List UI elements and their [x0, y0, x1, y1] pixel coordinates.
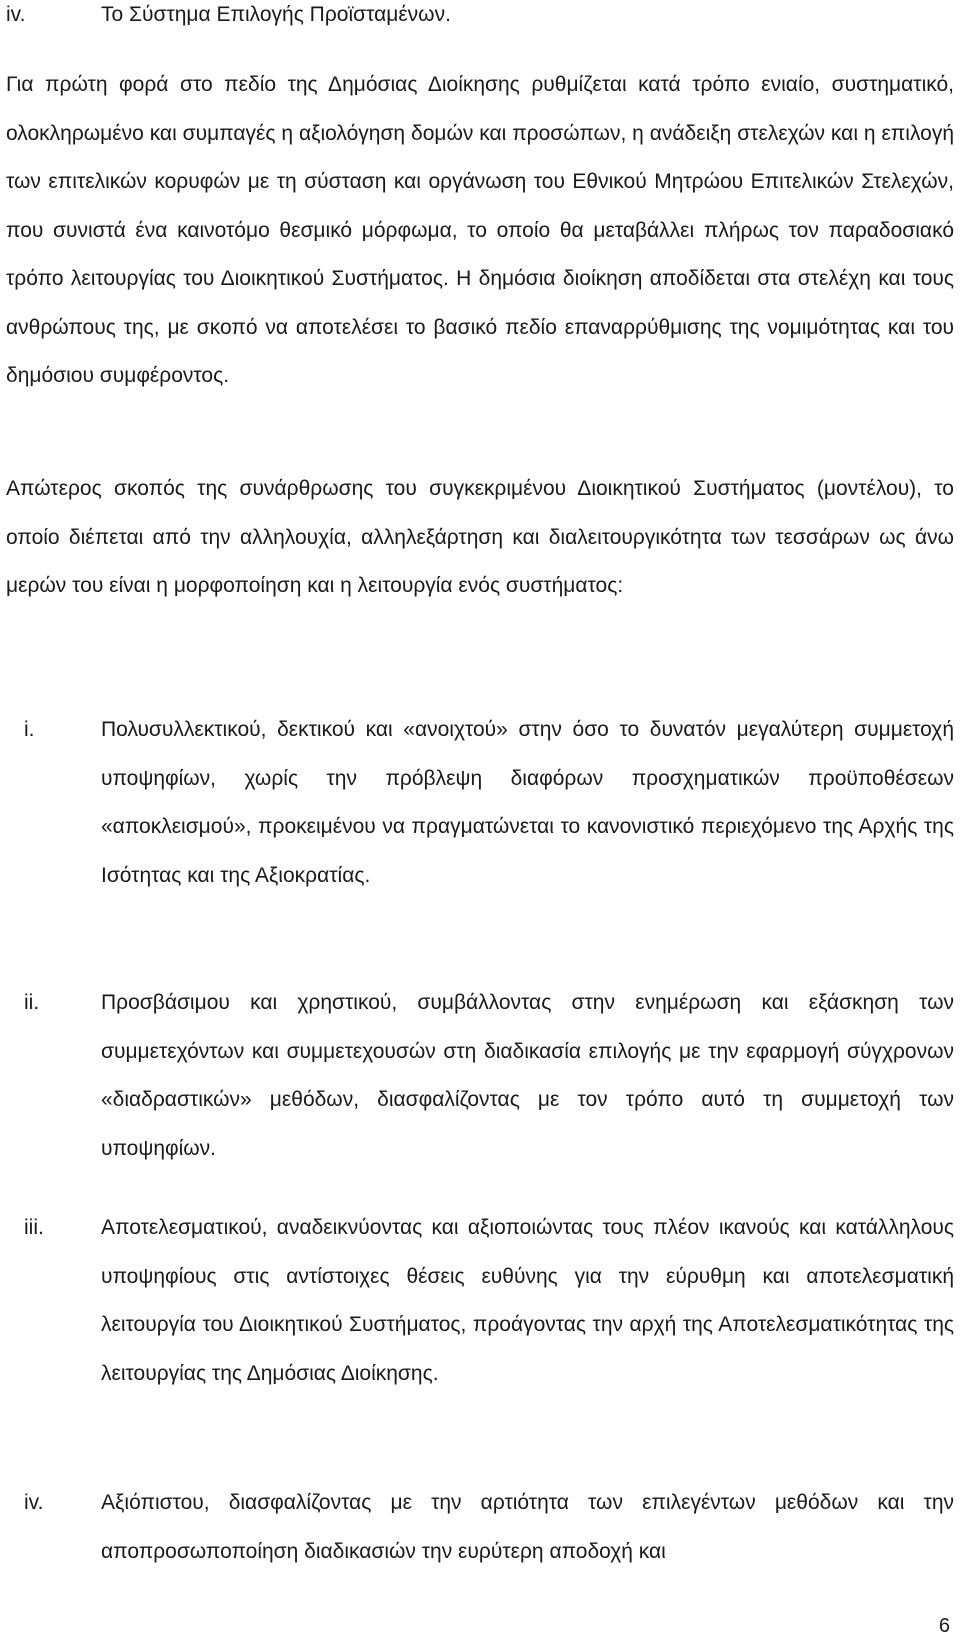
list-item-text: Προσβάσιμου και χρηστικού, συμβάλλοντας στην ενημέρωση και εξάσκηση των συμμετεχόντων και συμμετεχουσών στη διαδικασία επιλογής με την εφαρμογή σύγχρονων «διαδραστικών» μεθόδων, διασφαλίζοντας με τον τρόπο αυτό τη συμμετοχή των υποψηφίων. — [101, 991, 954, 1160]
list-item-number: iii. — [24, 1216, 44, 1239]
list-item-3 — [6, 1204, 954, 1398]
paragraph-1: Για πρώτη φορά στο πεδίο της Δημόσιας Διοίκησης ρυθμίζεται κατά τρόπο ενιαίο, συστηματικό, ολοκληρωμένο και συμπαγές η αξιολόγηση δομών και προσώπων, η ανάδειξη στελεχών και η επιλογή των επιτελικών κορυφών με τη σύσταση και οργάνωση του Εθνικού Μητρώου Επιτελικών Στελεχών, που συνιστά ένα καινοτόμο θεσμικό μόρφωμα, το οποίο θα μεταβάλλει πλήρως τον παραδοσιακό τρόπο λειτουργίας του Διοικητικού Συστήματος. Η δημόσια διοίκηση αποδίδεται στα στελέχη και τους ανθρώπους της, με σκοπό να αποτελέσει το βασικό πεδίο επαναρρύθμισης της νομιμότητας και του δημόσιου συμφέροντος. — [6, 73, 954, 387]
list-item-text: Αξιόπιστου, διασφαλίζοντας με την αρτιότητα των επιλεγέντων μεθόδων και την αποπροσωποποίηση διαδικασιών την ευρύτερη αποδοχή και — [101, 1491, 954, 1563]
list-item-text: Αποτελεσματικού, αναδεικνύοντας και αξιοποιώντας τους πλέον ικανούς και κατάλληλους υποψηφίους στις αντίστοιχες θέσεις ευθύνης για την εύρυθμη και αποτελεσματική λειτουργία του Διοικητικού Συστήματος, προάγοντας την αρχή της Αποτελεσματικότητας της λειτουργίας της Δημόσιας Διοίκησης. — [101, 1216, 954, 1385]
list-item-2 — [6, 979, 954, 1173]
list-item-4 — [6, 1479, 954, 1576]
list-item-number: i. — [24, 718, 35, 741]
list-item-1 — [6, 706, 954, 900]
section-heading-title: Το Σύστημα Επιλογής Προϊσταμένων. — [101, 3, 451, 26]
list-item-number: ii. — [24, 991, 40, 1014]
paragraph-2: Απώτερος σκοπός της συνάρθρωσης του συγκεκριμένου Διοικητικού Συστήματος (μοντέλου), το οποίο διέπεται από την αλληλουχία, αλληλεξάρτηση και διαλειτουργικότητα των τεσσάρων ως άνω μερών του είναι η μορφοποίηση και η λειτουργία ενός συστήματος: — [6, 477, 954, 597]
page-number: 6 — [938, 1615, 950, 1637]
section-heading-number: iv. — [6, 3, 26, 26]
list-item-number: iv. — [24, 1491, 44, 1514]
list-item-text: Πολυσυλλεκτικού, δεκτικού και «ανοιχτού» στην όσο το δυνατόν μεγαλύτερη συμμετοχή υποψηφίων, χωρίς την πρόβλεψη διαφόρων προσχηματικών προϋποθέσεων «αποκλεισμού», προκειμένου να πραγματώνεται το κανονιστικό περιεχόμενο της Αρχής της Ισότητας και της Αξιοκρατίας. — [101, 718, 954, 887]
